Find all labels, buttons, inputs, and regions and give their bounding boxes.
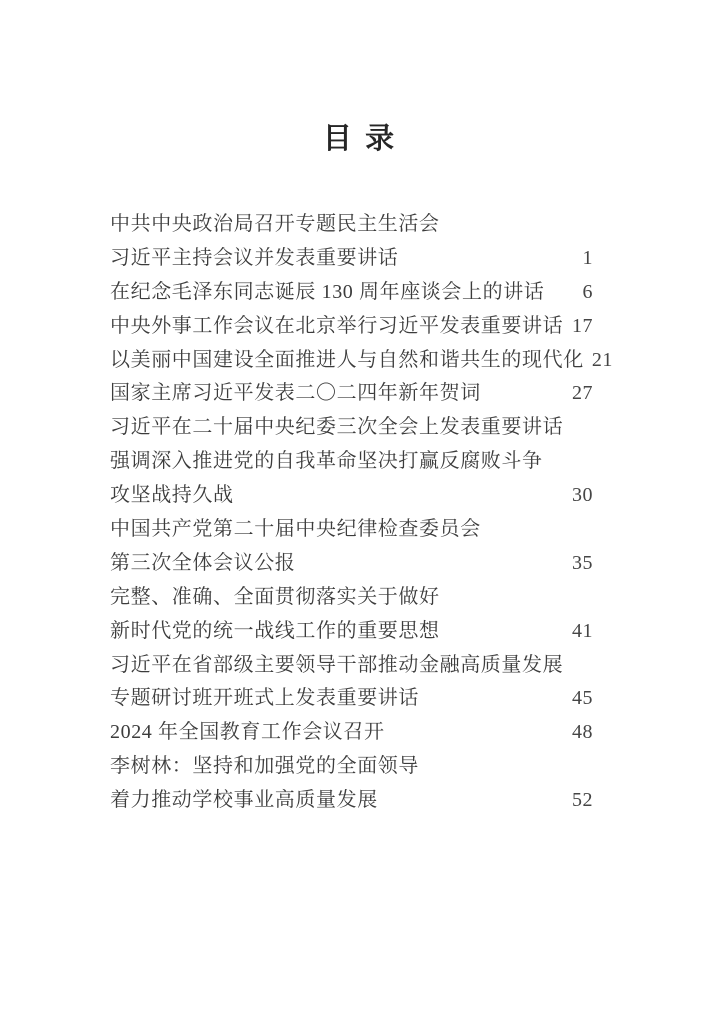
toc-entry-title: 李树林：坚持和加强党的全面领导	[110, 755, 419, 778]
toc-entry-row	[110, 615, 593, 649]
toc-entry-row	[110, 513, 593, 547]
toc-entry-page-number: 6	[582, 280, 593, 303]
toc-entry-row	[110, 784, 593, 818]
toc-entry-page-number: 17	[572, 314, 593, 337]
toc-entry-page-number: 1	[582, 246, 593, 269]
toc-entry-page-number: 27	[572, 382, 593, 405]
toc-entry-title: 习近平在二十届中央纪委三次全会上发表重要讲话	[110, 416, 564, 439]
toc-entry-page-number: 45	[572, 687, 593, 710]
toc-entry-title: 着力推动学校事业高质量发展	[110, 789, 378, 812]
toc-entry-row	[110, 682, 593, 716]
toc-entry-row	[110, 479, 593, 513]
toc-entry-row	[110, 581, 593, 615]
toc-entry-row	[110, 242, 593, 276]
toc-entry-title: 完整、准确、全面贯彻落实关于做好	[110, 585, 440, 608]
toc-entry-row	[110, 445, 593, 479]
toc-entry-page-number: 48	[572, 721, 593, 744]
toc-entry-row	[110, 547, 593, 581]
toc-entry-row	[110, 750, 593, 784]
toc-entry-title: 中央外事工作会议在北京举行习近平发表重要讲话	[110, 314, 564, 337]
toc-entry-title: 新时代党的统一战线工作的重要思想	[110, 619, 440, 642]
toc-entry-title: 攻坚战持久战	[110, 484, 234, 507]
toc-entry-title: 专题研讨班开班式上发表重要讲话	[110, 687, 419, 710]
toc-entry-row	[110, 377, 593, 411]
toc-entry-title: 中共中央政治局召开专题民主生活会	[110, 213, 440, 235]
toc-entry-title: 2024 年全国教育工作会议召开	[110, 721, 385, 744]
toc-entry-row	[110, 649, 593, 683]
toc-entry-page-number: 35	[572, 551, 593, 574]
toc-entry-row	[110, 411, 593, 445]
toc-entry-row	[110, 208, 593, 242]
page-title: 目 录	[322, 123, 398, 155]
toc-entry-row	[110, 310, 593, 344]
toc-entry-page-number: 30	[572, 484, 593, 507]
toc-entry-page-number: 21	[591, 348, 613, 371]
toc-entry-title: 在纪念毛泽东同志诞辰 130 周年座谈会上的讲话	[110, 280, 545, 303]
toc-entry-row	[110, 716, 593, 750]
toc-entry-row	[110, 344, 613, 378]
toc-entry-row	[110, 276, 593, 310]
toc-entry-title: 第三次全体会议公报	[110, 551, 296, 574]
toc-entry-title: 强调深入推进党的自我革命坚决打赢反腐败斗争	[110, 450, 543, 473]
toc-entry-title: 国家主席习近平发表二〇二四年新年贺词	[110, 382, 481, 405]
toc-entry-title: 以美丽中国建设全面推进人与自然和谐共生的现代化	[110, 348, 584, 371]
toc-entry-title: 习近平主持会议并发表重要讲话	[110, 246, 399, 269]
toc-entry-title: 习近平在省部级主要领导干部推动金融高质量发展	[110, 653, 564, 676]
toc-entry-page-number: 41	[572, 619, 593, 642]
toc-entry-page-number: 52	[572, 789, 593, 812]
toc-entry-title: 中国共产党第二十届中央纪律检查委员会	[110, 518, 481, 541]
toc-list	[110, 208, 613, 818]
